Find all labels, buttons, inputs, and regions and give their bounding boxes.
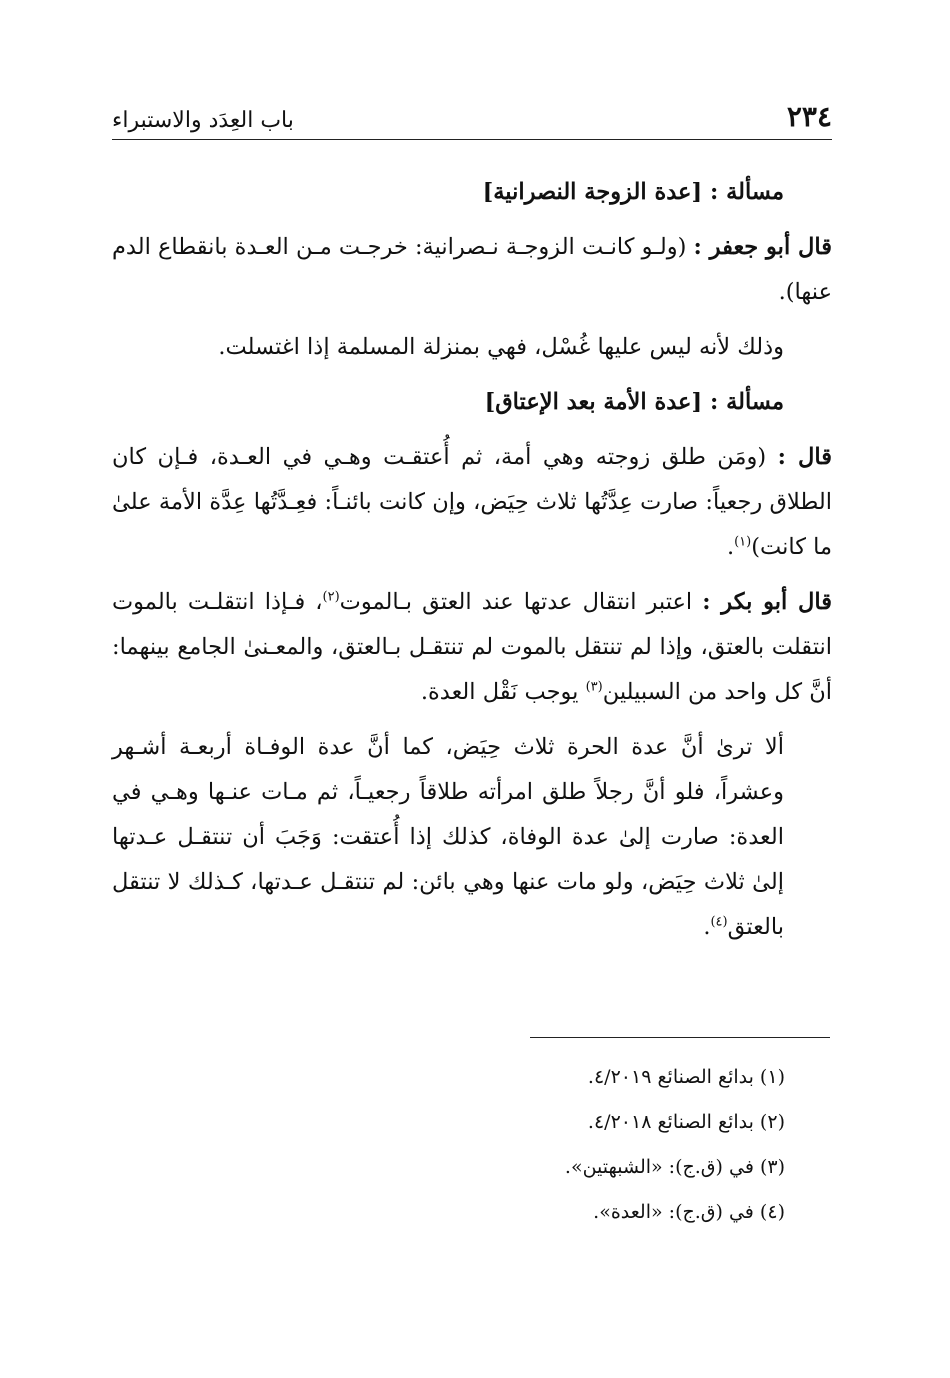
- footnote-ref[interactable]: (٢): [322, 589, 340, 605]
- running-title: باب العِدَد والاستبراء: [112, 108, 294, 133]
- footnote-ref[interactable]: (١): [734, 534, 752, 550]
- paragraph: [112, 325, 832, 370]
- paragraph: [112, 725, 832, 950]
- section-heading: مسألة : [عدة الأمة بعد الإعتاق]: [484, 389, 784, 415]
- footnote: (٢) بدائع الصنائع ٤/٢٠١٨.: [587, 1111, 785, 1133]
- footnote: (٤) في (ق.ج): «العدة».: [593, 1201, 785, 1223]
- footnote-separator: [530, 1037, 830, 1038]
- paragraph-text: .: [726, 534, 735, 560]
- speaker-label: قال :: [777, 444, 832, 470]
- paragraph-text: (ولـو كانـت الزوجـة نـصرانية: خرجـت مـن العـدة بانقطاع الدم عنها).: [112, 234, 832, 305]
- section-heading: مسألة : [عدة الزوجة النصرانية]: [482, 179, 784, 205]
- paragraph-text: يوجب نَقْل العدة.: [420, 679, 586, 705]
- footnotes: [300, 1055, 785, 1235]
- footnote: (١) بدائع الصنائع ٤/٢٠١٩.: [587, 1066, 785, 1088]
- paragraph-text: (ومَن طلق زوجته وهي أمة، ثم أُعتقـت وهـي في العـدة، فـإن كان الطلاق رجعياً: صارت عِدَّتُها ثلاث حِيَض، وإن كانت بائنـاً: فعِـدَّتُها عِدَّة الأمة علىٰ ما كانت): [112, 444, 832, 560]
- paragraph: [112, 225, 832, 315]
- footnote-ref[interactable]: (٣): [585, 679, 603, 695]
- paragraph-text: وذلك لأنه ليس عليها غُسْل، فهي بمنزلة المسلمة إذا اغتسلت.: [218, 334, 784, 360]
- paragraph-text: اعتبر انتقال عدتها عند العتق بـالموت: [339, 589, 703, 615]
- paragraph: [112, 435, 832, 570]
- paragraph-text: ، فـإذا انتقلـت بالموت انتقلت بالعتق، وإذا لم تنتقل بالموت لم تنتقـل بـالعتق، والمعـنىٰ الجامع بينهما: أنَّ كل واحد من السبيلين: [112, 589, 832, 705]
- page-number: ٢٣٤: [786, 100, 832, 133]
- main-text: [112, 170, 832, 960]
- paragraph-text: ألا ترىٰ أنَّ عدة الحرة ثلاث حِيَض، كما أنَّ عدة الوفـاة أربعـة أشـهر وعشراً، فلو أنَّ رجلاً طلق امرأته طلاقاً رجعيـاً، ثم مـات عنـها وهـي في العدة: صارت إلىٰ عدة الوفاة، كذلك إذا أُعتقت: وَجَبَ أن تنتقـل عـدتها إلىٰ ثلاث حِيَض، ولو مات عنها وهي بائن: لم تنتقـل عـدتها، كـذلك لا تنتقل بالعتق: [112, 734, 784, 940]
- speaker-label: قال أبو جعفر :: [693, 234, 832, 260]
- paragraph-text: .: [703, 914, 711, 940]
- paragraph: [112, 580, 832, 715]
- footnote: (٣) في (ق.ج): «الشبهتين».: [564, 1156, 785, 1178]
- speaker-label: قال أبو بكر :: [702, 589, 832, 615]
- footnote-ref[interactable]: (٤): [710, 914, 728, 930]
- page-header: [112, 100, 832, 140]
